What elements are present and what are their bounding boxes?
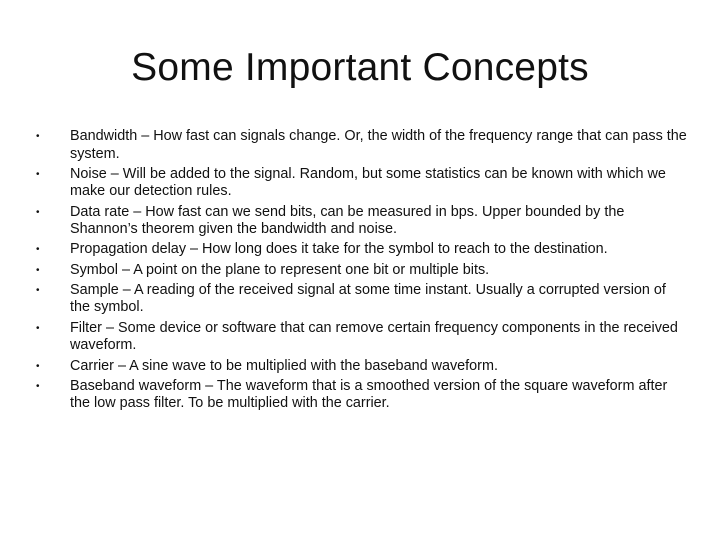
bullet-icon: •	[36, 244, 40, 256]
list-item-text: Sample – A reading of the received signal at some time instant. Usually a corrupted version of the symbol.	[70, 281, 666, 316]
list-item-text: Filter – Some device or software that can remove certain frequency components in the received waveform.	[70, 319, 678, 354]
list-item-text: Symbol – A point on the plane to represent one bit or multiple bits.	[70, 261, 490, 278]
list-item-text: Bandwidth – How fast can signals change. Or, the width of the frequency range that can pass the system.	[70, 128, 687, 162]
list-item	[36, 166, 688, 201]
bullet-icon: •	[36, 206, 40, 218]
list-item-text: Noise – Will be added to the signal. Random, but some statistics can be known with which we make our detection rules.	[70, 165, 666, 200]
bullet-list	[36, 128, 688, 416]
list-item-text: Propagation delay – How long does it take for the symbol to reach to the destination.	[70, 241, 608, 258]
bullet-icon: •	[36, 360, 40, 372]
list-item-text: Data rate – How fast can we send bits, can be measured in bps. Upper bounded by the Shannon’s theorem given the bandwidth and noise.	[70, 203, 625, 238]
list-item-text: Carrier – A sine wave to be multiplied with the baseband waveform.	[70, 357, 498, 374]
list-item	[36, 262, 688, 280]
bullet-icon: •	[36, 264, 40, 276]
bullet-icon: •	[36, 380, 40, 392]
list-item	[36, 378, 688, 413]
list-item-text: Baseband waveform – The waveform that is a smoothed version of the square waveform after the low pass filter. To be multiplied with the carrier.	[70, 377, 668, 412]
bullet-icon: •	[36, 168, 40, 180]
list-item	[36, 282, 688, 317]
list-item	[36, 320, 688, 355]
list-item	[36, 204, 688, 239]
list-item	[36, 241, 688, 259]
slide-title: Some Important Concepts	[131, 46, 589, 89]
list-item	[36, 358, 688, 376]
bullet-icon: •	[36, 131, 40, 142]
list-item	[36, 128, 688, 163]
bullet-icon: •	[36, 322, 40, 334]
bullet-icon: •	[36, 284, 40, 296]
